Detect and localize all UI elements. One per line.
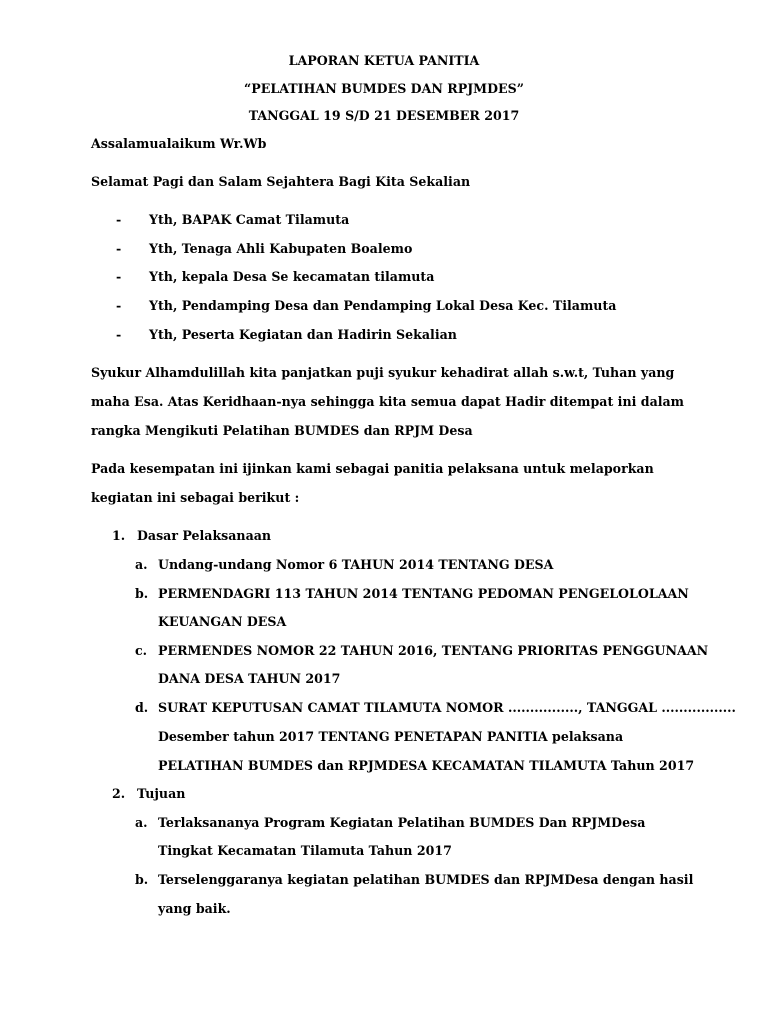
item-line: Tingkat Kecamatan Tilamuta Tahun 2017 xyxy=(158,843,452,858)
item-letter: a. xyxy=(135,557,148,572)
item-line: Terlaksananya Program Kegiatan Pelatihan BUMDES Dan RPJMDesa xyxy=(158,815,646,830)
addressee-item: Yth, Pendamping Desa dan Pendamping Lokal Desa Kec. Tilamuta xyxy=(149,298,617,313)
item-line: PERMENDAGRI 113 TAHUN 2014 TENTANG PEDOMAN PENGELOLOLAAN xyxy=(158,586,689,601)
section-number: 1. xyxy=(112,528,126,543)
doc-title: LAPORAN KETUA PANITIA xyxy=(288,53,480,68)
section-number: 2. xyxy=(112,786,126,801)
paragraph-line: rangka Mengikuti Pelatihan BUMDES dan RPJM Desa xyxy=(91,423,473,438)
item-line: Desember tahun 2017 TENTANG PENETAPAN PANITIA pelaksana xyxy=(158,729,624,744)
list-dash: - xyxy=(116,241,122,256)
addressee-item: Yth, kepala Desa Se kecamatan tilamuta xyxy=(149,269,435,284)
list-dash: - xyxy=(116,298,122,313)
item-letter: c. xyxy=(135,643,148,658)
paragraph-line: kegiatan ini sebagai berikut : xyxy=(91,490,300,505)
item-line: PELATIHAN BUMDES dan RPJMDESA KECAMATAN TILAMUTA Tahun 2017 xyxy=(158,758,695,773)
paragraph-line: Syukur Alhamdulillah kita panjatkan puji syukur kehadirat allah s.w.t, Tuhan yang xyxy=(91,365,675,380)
item-line: Terselenggaranya kegiatan pelatihan BUMDES dan RPJMDesa dengan hasil xyxy=(158,872,694,887)
section-title: Tujuan xyxy=(137,786,186,801)
item-line: SURAT KEPUTUSAN CAMAT TILAMUTA NOMOR ................, TANGGAL ................. xyxy=(158,700,736,715)
list-dash: - xyxy=(116,212,122,227)
item-line: PERMENDES NOMOR 22 TAHUN 2016, TENTANG PRIORITAS PENGGUNAAN xyxy=(158,643,709,658)
item-letter: a. xyxy=(135,815,148,830)
paragraph-line: maha Esa. Atas Keridhaan-nya sehingga kita semua dapat Hadir ditempat ini dalam xyxy=(91,394,685,409)
item-line: DANA DESA TAHUN 2017 xyxy=(158,671,341,686)
list-dash: - xyxy=(116,269,122,284)
greeting-line: Selamat Pagi dan Salam Sejahtera Bagi Kita Sekalian xyxy=(91,174,471,189)
addressee-item: Yth, Peserta Kegiatan dan Hadirin Sekalian xyxy=(149,327,457,342)
item-line: Undang-undang Nomor 6 TAHUN 2014 TENTANG DESA xyxy=(158,557,554,572)
paragraph-line: Pada kesempatan ini ijinkan kami sebagai panitia pelaksana untuk melaporkan xyxy=(91,461,654,476)
addressee-item: Yth, Tenaga Ahli Kabupaten Boalemo xyxy=(149,241,413,256)
item-line: yang baik. xyxy=(158,901,231,916)
item-letter: d. xyxy=(135,700,149,715)
item-line: KEUANGAN DESA xyxy=(158,614,287,629)
doc-date-line: TANGGAL 19 S/D 21 DESEMBER 2017 xyxy=(248,108,520,123)
item-letter: b. xyxy=(135,586,149,601)
item-letter: b. xyxy=(135,872,149,887)
salam-line: Assalamualaikum Wr.Wb xyxy=(91,136,267,151)
section-title: Dasar Pelaksanaan xyxy=(137,528,272,543)
list-dash: - xyxy=(116,327,122,342)
doc-subtitle: “PELATIHAN BUMDES DAN RPJMDES” xyxy=(244,81,524,96)
addressee-item: Yth, BAPAK Camat Tilamuta xyxy=(149,212,350,227)
